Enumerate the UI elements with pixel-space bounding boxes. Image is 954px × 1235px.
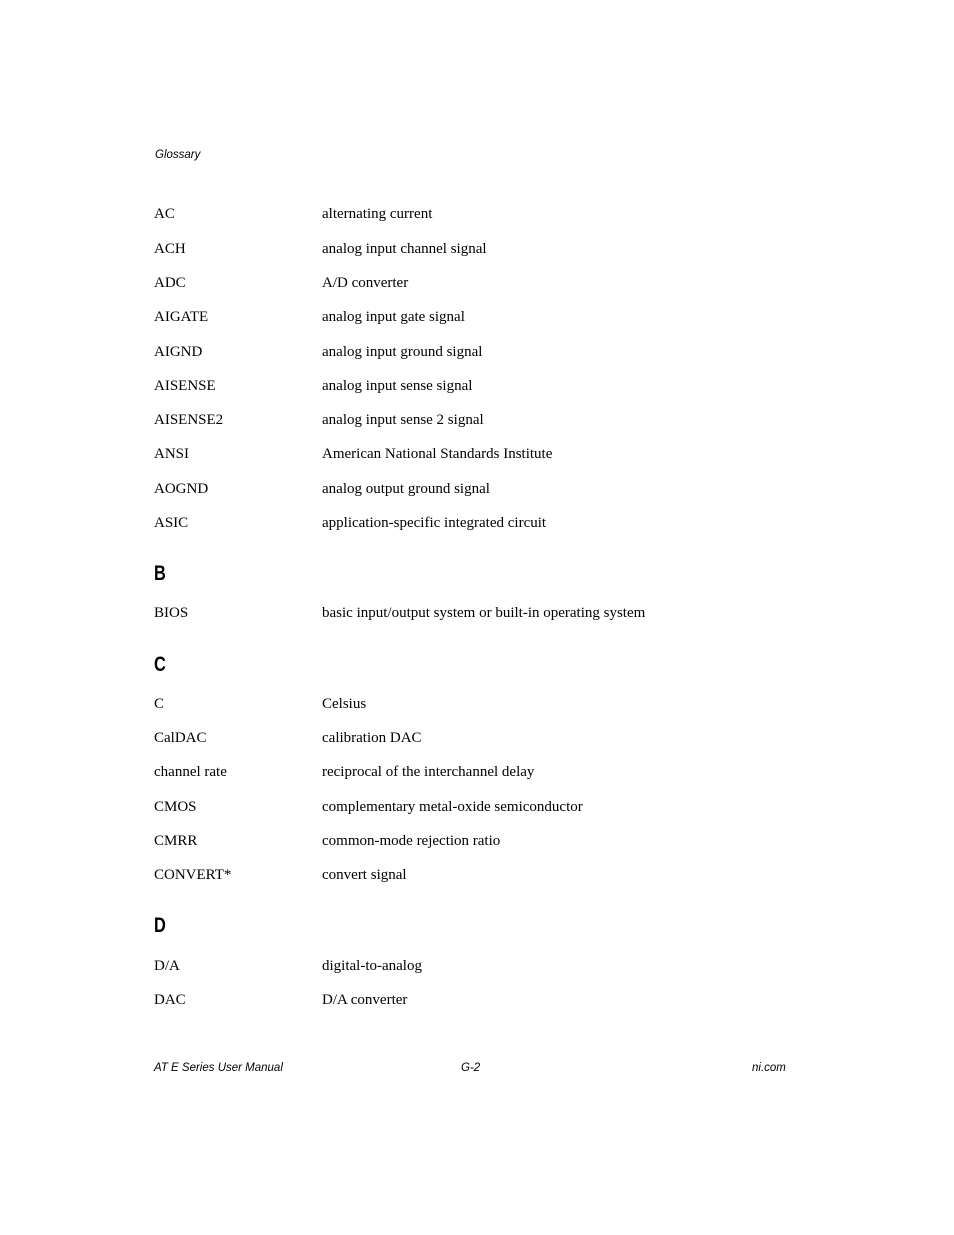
glossary-term: D/A	[154, 958, 180, 974]
glossary-entry	[154, 865, 794, 885]
glossary-entry	[154, 762, 794, 782]
glossary-entry	[154, 956, 794, 976]
glossary-term: AIGATE	[154, 309, 209, 325]
footer-website: ni.com	[752, 1062, 786, 1074]
section-letter-heading: D	[154, 914, 166, 937]
footer-manual-title: AT E Series User Manual	[154, 1062, 283, 1074]
glossary-entry	[154, 342, 794, 362]
section-letter-heading: C	[154, 653, 166, 676]
glossary-entry	[154, 603, 794, 623]
glossary-definition: common-mode rejection ratio	[322, 833, 501, 849]
glossary-definition: analog input gate signal	[322, 309, 465, 325]
glossary-definition: convert signal	[322, 867, 407, 883]
glossary-term: AISENSE	[154, 378, 216, 394]
glossary-entry	[154, 479, 794, 499]
glossary-definition: alternating current	[322, 206, 433, 222]
glossary-term: AISENSE2	[154, 412, 224, 428]
glossary-entry	[154, 728, 794, 748]
glossary-term: C	[154, 696, 165, 712]
glossary-definition: analog input sense 2 signal	[322, 412, 484, 428]
glossary-term: CMRR	[154, 833, 198, 849]
footer-page-number: G-2	[461, 1062, 481, 1074]
glossary-definition: analog input channel signal	[322, 241, 487, 257]
glossary-term: DAC	[154, 992, 186, 1008]
glossary-definition: application-specific integrated circuit	[322, 515, 547, 531]
glossary-term: channel rate	[154, 764, 227, 780]
glossary-term: AIGND	[154, 344, 203, 360]
glossary-definition: analog input ground signal	[322, 344, 483, 360]
glossary-entry	[154, 513, 794, 533]
glossary-definition: A/D converter	[322, 275, 409, 291]
glossary-term: CalDAC	[154, 730, 207, 746]
glossary-term: BIOS	[154, 605, 189, 621]
glossary-definition: D/A converter	[322, 992, 408, 1008]
glossary-entry	[154, 307, 794, 327]
glossary-entry	[154, 204, 794, 224]
glossary-entry	[154, 831, 794, 851]
glossary-entry	[154, 273, 794, 293]
glossary-term: CONVERT*	[154, 867, 232, 883]
glossary-term: ADC	[154, 275, 186, 291]
glossary-definition: basic input/output system or built-in operating system	[322, 605, 646, 621]
glossary-term: AOGND	[154, 481, 209, 497]
section-letter-heading: B	[154, 562, 166, 585]
glossary-definition: American National Standards Institute	[322, 446, 553, 462]
glossary-definition: digital-to-analog	[322, 958, 422, 974]
glossary-entry	[154, 410, 794, 430]
glossary-definition: analog output ground signal	[322, 481, 490, 497]
running-header: Glossary	[155, 149, 201, 161]
glossary-term: ACH	[154, 241, 186, 257]
glossary-entry	[154, 694, 794, 714]
glossary-definition: Celsius	[322, 696, 367, 712]
glossary-entry	[154, 376, 794, 396]
glossary-term: AC	[154, 206, 175, 222]
glossary-definition: calibration DAC	[322, 730, 422, 746]
glossary-entry	[154, 797, 794, 817]
glossary-definition: reciprocal of the interchannel delay	[322, 764, 535, 780]
glossary-term: ASIC	[154, 515, 189, 531]
glossary-entry	[154, 990, 794, 1010]
glossary-term: CMOS	[154, 799, 197, 815]
glossary-definition: analog input sense signal	[322, 378, 473, 394]
glossary-definition: complementary metal-oxide semiconductor	[322, 799, 583, 815]
glossary-entry	[154, 239, 794, 259]
glossary-entry	[154, 444, 794, 464]
glossary-term: ANSI	[154, 446, 190, 462]
